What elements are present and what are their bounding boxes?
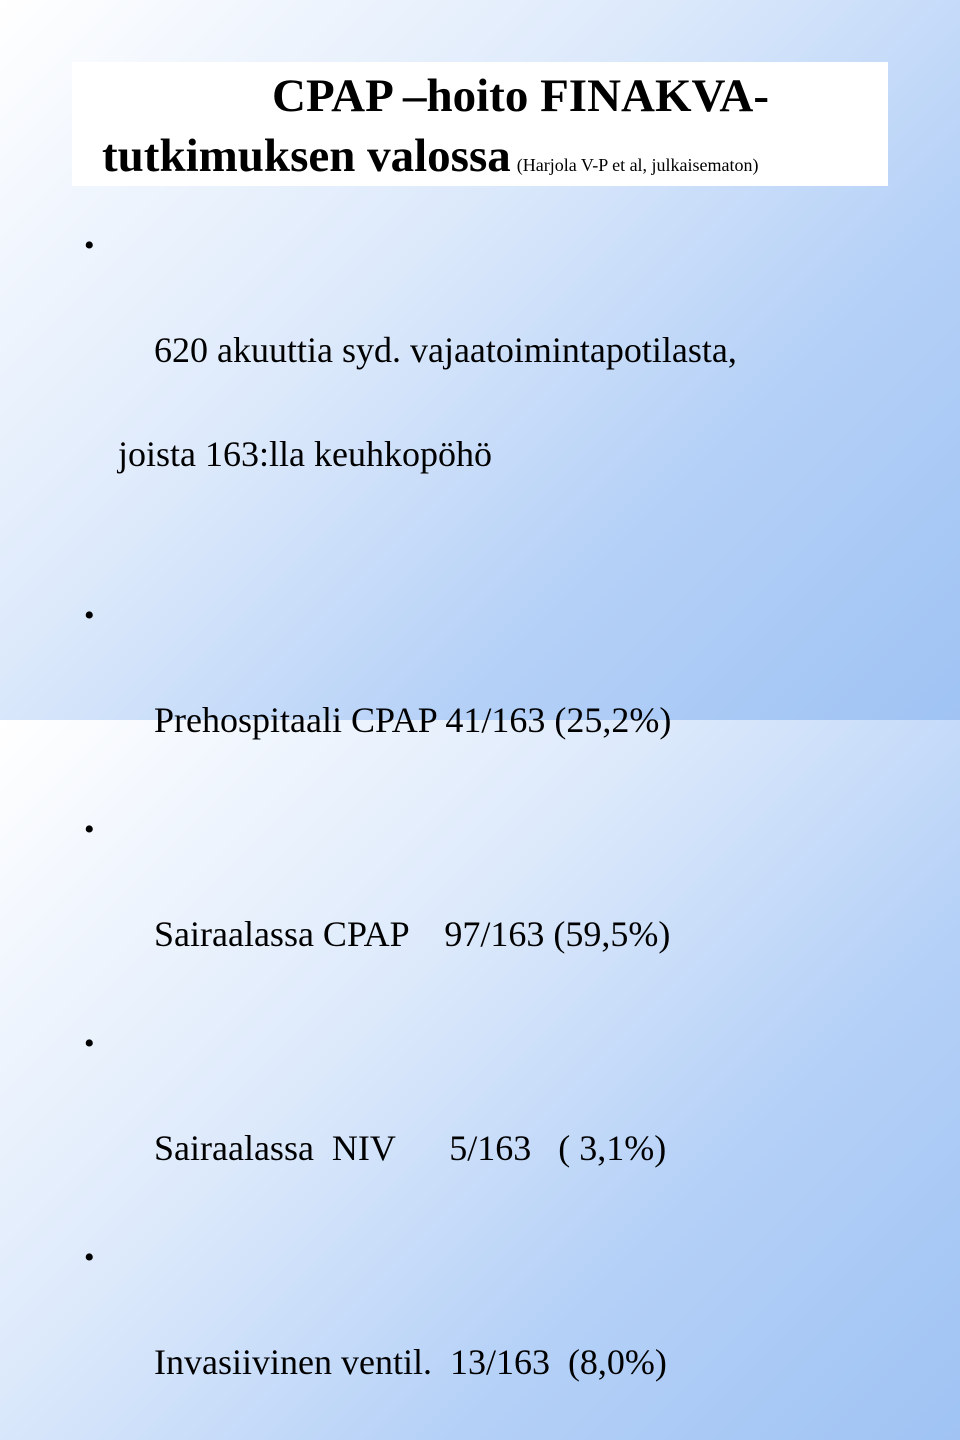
bullet-text: Prehospitaali CPAP 41/163 (25,2%) — [154, 700, 672, 740]
bullet-text: Invasiivinen ventil. 13/163 (8,0%) — [154, 1342, 667, 1382]
title-reference: (Harjola V-P et al, julkaisematon) — [516, 155, 759, 175]
bullet-item-patients — [84, 220, 944, 584]
slide-title-line2 — [102, 128, 759, 193]
bullet-text: Sairaalassa NIV 5/163 ( 3,1%) — [154, 1128, 667, 1168]
bullet-text: Sairaalassa CPAP 97/163 (59,5%) — [154, 914, 671, 954]
slide-title-box — [72, 62, 888, 186]
bullet-icon: • — [84, 229, 95, 262]
bullet-icon: • — [84, 1241, 95, 1274]
bullet-item-prehospital-cpap — [84, 590, 944, 798]
bullet-list — [84, 220, 944, 1440]
slide-title-line1: CPAP –hoito FINAKVA- — [272, 70, 769, 122]
bullet-text: 620 akuuttia syd. vajaatoimintapotilasta, — [154, 330, 737, 370]
bullet-text-continued: joista 163:lla keuhkopöhö — [118, 434, 492, 474]
bullet-item-hospital-niv — [84, 1018, 944, 1226]
slide-title-line2-text: tutkimuksen valossa — [102, 130, 511, 182]
bullet-icon: • — [84, 813, 95, 846]
bullet-icon: • — [84, 1027, 95, 1060]
bullet-icon: • — [84, 599, 95, 632]
bullet-item-hospital-cpap — [84, 804, 944, 1012]
bullet-item-invasive-ventilation — [84, 1232, 944, 1440]
